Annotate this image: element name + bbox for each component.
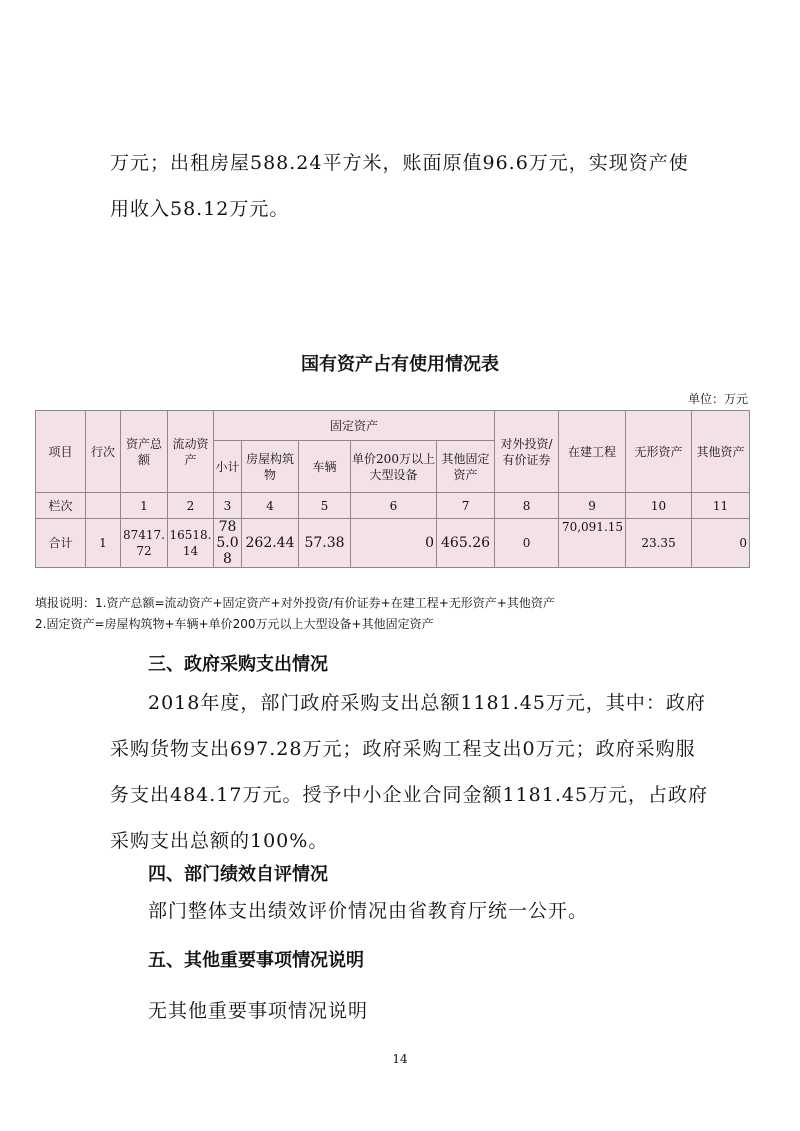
section-5-text: 无其他重要事项情况说明 — [148, 1000, 369, 1022]
col-number: 1 — [121, 493, 168, 519]
total-construction: 70,091.15 — [559, 519, 626, 568]
header-other-assets: 其他资产 — [692, 411, 750, 493]
header-fixed-assets: 固定资产 — [214, 411, 495, 441]
col-number: 4 — [242, 493, 299, 519]
header-row-no: 行次 — [86, 411, 121, 493]
page-number: 14 — [392, 1052, 408, 1066]
column-number-row — [36, 493, 750, 519]
total-label: 合计 — [36, 519, 86, 568]
total-subtotal: 785.08 — [214, 519, 242, 568]
total-investment: 0 — [495, 519, 559, 568]
col-number: 7 — [437, 493, 495, 519]
total-current-assets: 16518.14 — [168, 519, 214, 568]
intro-line-1: 万元；出租房屋588.24平方米，账面原值96.6万元，实现资产使 — [110, 152, 689, 174]
table-title: 国有资产占有使用情况表 — [301, 354, 499, 375]
section-3-line: 务支出484.17万元。授予中小企业合同金额1181.45万元，占政府 — [110, 784, 709, 806]
table-note-2: 2.固定资产=房屋构筑物+车辆+单价200万元以上大型设备+其他固定资产 — [35, 617, 434, 631]
total-other-fixed: 465.26 — [437, 519, 495, 568]
section-5-heading: 五、其他重要事项情况说明 — [148, 950, 364, 971]
table-unit: 单位：万元 — [687, 392, 748, 406]
col-number: 10 — [626, 493, 692, 519]
total-total-assets: 87417.72 — [121, 519, 168, 568]
section-3-line: 采购货物支出697.28万元；政府采购工程支出0万元；政府采购服 — [110, 738, 696, 760]
col-number: 3 — [214, 493, 242, 519]
header-item: 项目 — [36, 411, 86, 493]
header-subtotal: 小计 — [214, 441, 242, 493]
header-buildings: 房屋构筑物 — [242, 441, 299, 493]
section-3-paragraph — [110, 680, 710, 864]
col-number: 8 — [495, 493, 559, 519]
table-note-1: 填报说明：1.资产总额=流动资产+固定资产+对外投资/有价证券+在建工程+无形资产+其他资产 — [35, 596, 555, 610]
header-intangible: 无形资产 — [626, 411, 692, 493]
header-row-1 — [36, 411, 750, 441]
col-number: 9 — [559, 493, 626, 519]
header-investment: 对外投资/有价证券 — [495, 411, 559, 493]
section-3-line: 2018年度，部门政府采购支出总额1181.45万元，其中：政府 — [148, 692, 706, 714]
section-4-text: 部门整体支出绩效评价情况由省教育厅统一公开。 — [148, 900, 589, 922]
header-large-equipment: 单价200万以上大型设备 — [351, 441, 437, 493]
col-number: 2 — [168, 493, 214, 519]
total-buildings: 262.44 — [242, 519, 299, 568]
section-3-heading: 三、政府采购支出情况 — [148, 654, 328, 675]
total-large-equipment: 0 — [351, 519, 437, 568]
col-number: 6 — [351, 493, 437, 519]
total-row — [36, 519, 750, 568]
header-total-assets: 资产总额 — [121, 411, 168, 493]
col-row-label: 栏次 — [36, 493, 86, 519]
total-other-assets: 0 — [692, 519, 750, 568]
col-row-empty — [86, 493, 121, 519]
header-current-assets: 流动资产 — [168, 411, 214, 493]
section-4-heading: 四、部门绩效自评情况 — [148, 864, 328, 885]
total-row-no: 1 — [86, 519, 121, 568]
intro-paragraph — [110, 140, 710, 232]
total-vehicles: 57.38 — [299, 519, 351, 568]
header-construction: 在建工程 — [559, 411, 626, 493]
assets-table — [35, 410, 750, 568]
header-vehicles: 车辆 — [299, 441, 351, 493]
section-3-line: 采购支出总额的100%。 — [110, 830, 329, 852]
col-number: 5 — [299, 493, 351, 519]
total-intangible: 23.35 — [626, 519, 692, 568]
intro-line-2: 用收入58.12万元。 — [110, 198, 290, 220]
header-other-fixed: 其他固定资产 — [437, 441, 495, 493]
col-number: 11 — [692, 493, 750, 519]
